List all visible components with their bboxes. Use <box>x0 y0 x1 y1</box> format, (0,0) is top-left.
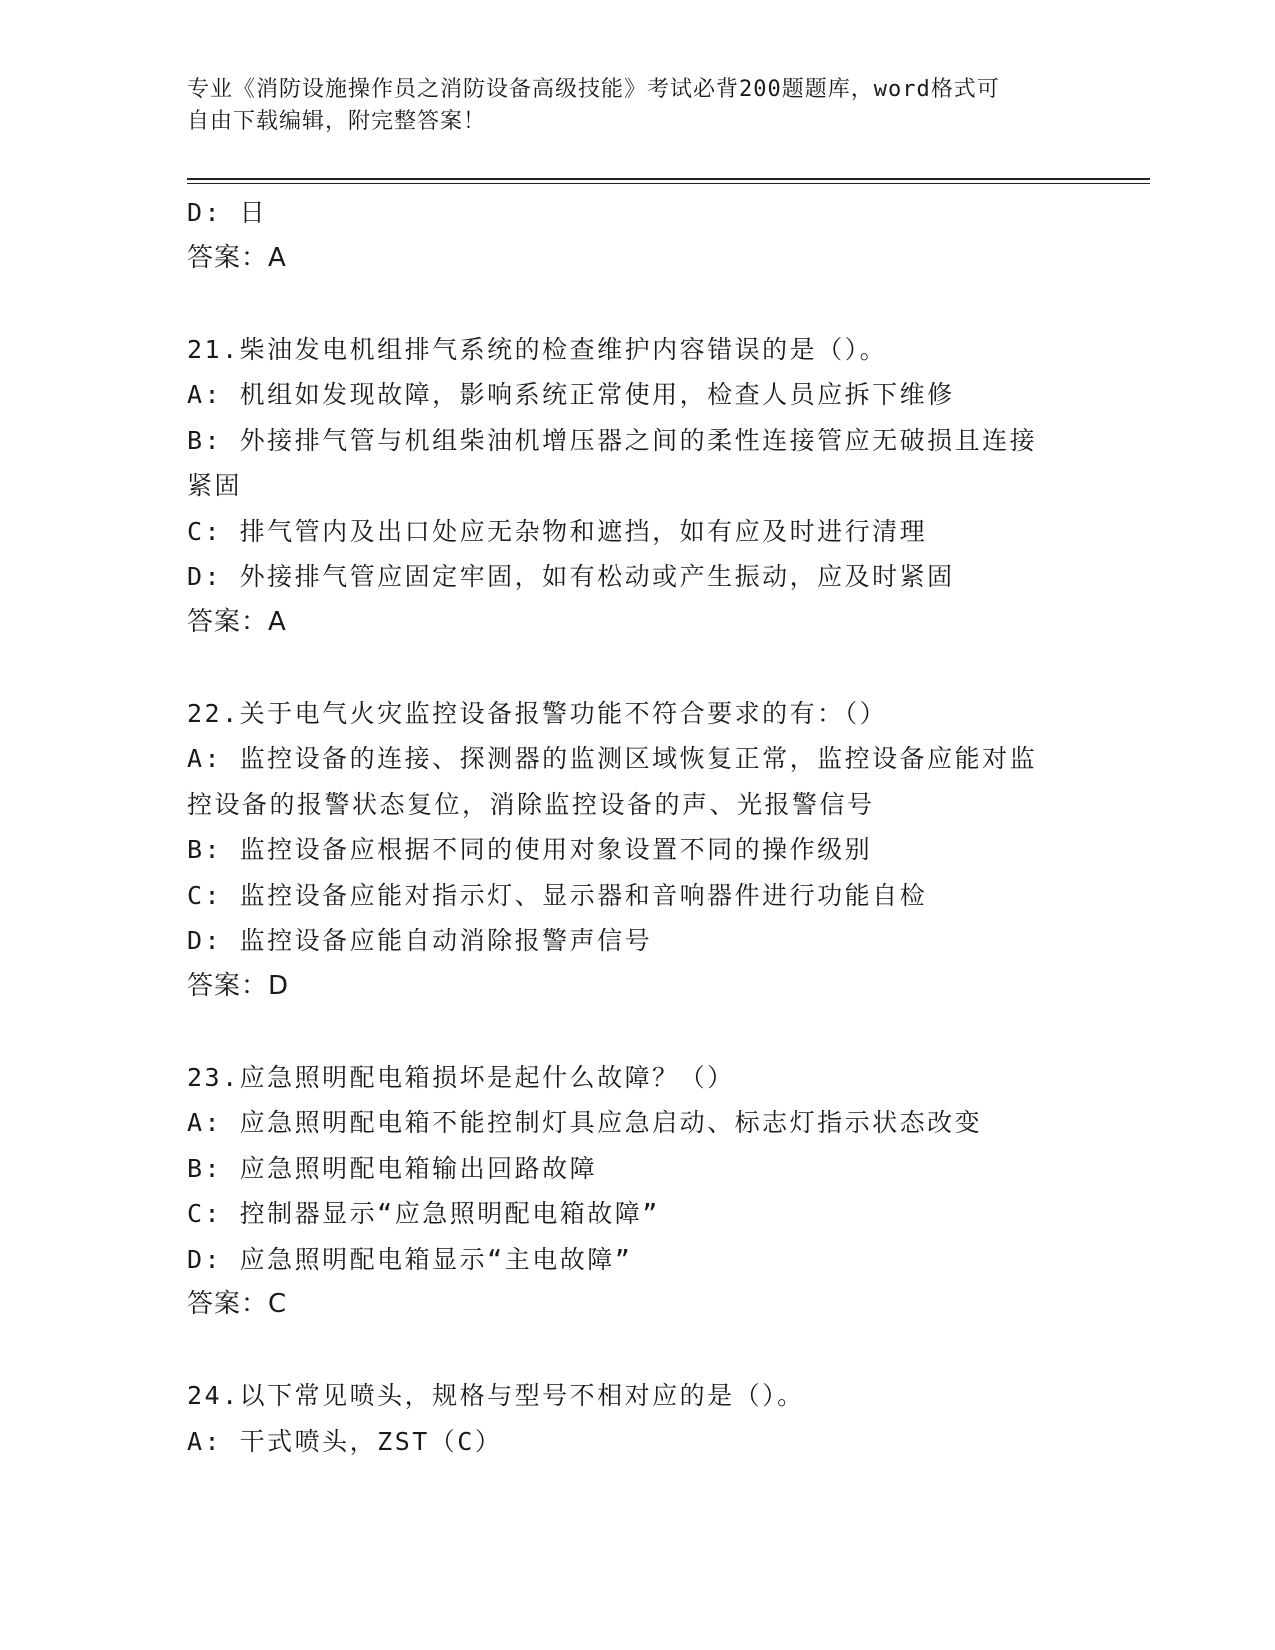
option-c: C: 监控设备应能对指示灯、显示器和音响器件进行功能自检 <box>187 880 928 910</box>
header-divider-thin <box>187 183 1150 184</box>
question-24 <box>187 1373 1087 1464</box>
question-stem: 22.关于电气火灾监控设备报警功能不符合要求的有：（） <box>187 698 888 728</box>
question-20-tail <box>187 190 1087 281</box>
option-d: D: 日 <box>187 198 268 227</box>
option-a: A: 监控设备的连接、探测器的监测区域恢复正常，监控设备应能对监 <box>187 744 1038 773</box>
question-23 <box>187 1055 1087 1328</box>
answer-label: 答案：D <box>187 970 290 1001</box>
option-d: D: 监控设备应能自动消除报警声信号 <box>187 926 653 955</box>
question-stem: 21.柴油发电机组排气系统的检查维护内容错误的是（）。 <box>187 334 888 364</box>
spacer <box>187 645 1087 691</box>
option-a: A: 机组如发现故障，影响系统正常使用，检查人员应拆下维修 <box>187 380 955 409</box>
option-b-continued: 紧固 <box>187 471 243 500</box>
spacer <box>187 1328 1087 1374</box>
option-c: C: 控制器显示“应急照明配电箱故障” <box>187 1199 660 1228</box>
answer-label: 答案：C <box>187 1289 288 1319</box>
option-d: D: 外接排气管应固定牢固，如有松动或产生振动，应及时紧固 <box>187 562 955 591</box>
option-b: B: 外接排气管与机组柴油机增压器之间的柔性连接管应无破损且连接 <box>187 425 1038 455</box>
answer-label: 答案：A <box>187 242 287 273</box>
header-title-line-2: 自由下载编辑，附完整答案！ <box>187 109 487 134</box>
option-d: D: 应急照明配电箱显示“主电故障” <box>187 1244 633 1274</box>
option-a-continued: 控设备的报警状态复位，消除监控设备的声、光报警信号 <box>187 789 875 819</box>
header-title-line-1: 专业《消防设施操作员之消防设备高级技能》考试必背200题题库，word格式可 <box>187 77 1000 102</box>
option-b: B: 监控设备应根据不同的使用对象设置不同的操作级别 <box>187 835 873 864</box>
spacer <box>187 1009 1087 1055</box>
option-c: C: 排气管内及出口处应无杂物和遮挡，如有应及时进行清理 <box>187 516 928 546</box>
question-21 <box>187 327 1087 646</box>
option-a: A: 干式喷头，ZST（C） <box>187 1426 503 1456</box>
answer-label: 答案：A <box>187 606 287 637</box>
question-22 <box>187 691 1087 1010</box>
header-divider-thick <box>187 178 1150 180</box>
question-stem: 24.以下常见喷头，规格与型号不相对应的是（）。 <box>187 1381 805 1410</box>
question-stem: 23.应急照明配电箱损坏是起什么故障？（） <box>187 1062 735 1092</box>
document-header <box>187 74 1087 138</box>
question-list <box>187 190 1087 1464</box>
option-b: B: 应急照明配电箱输出回路故障 <box>187 1153 598 1183</box>
spacer <box>187 281 1087 327</box>
option-a: A: 应急照明配电箱不能控制灯具应急启动、标志灯指示状态改变 <box>187 1108 983 1137</box>
